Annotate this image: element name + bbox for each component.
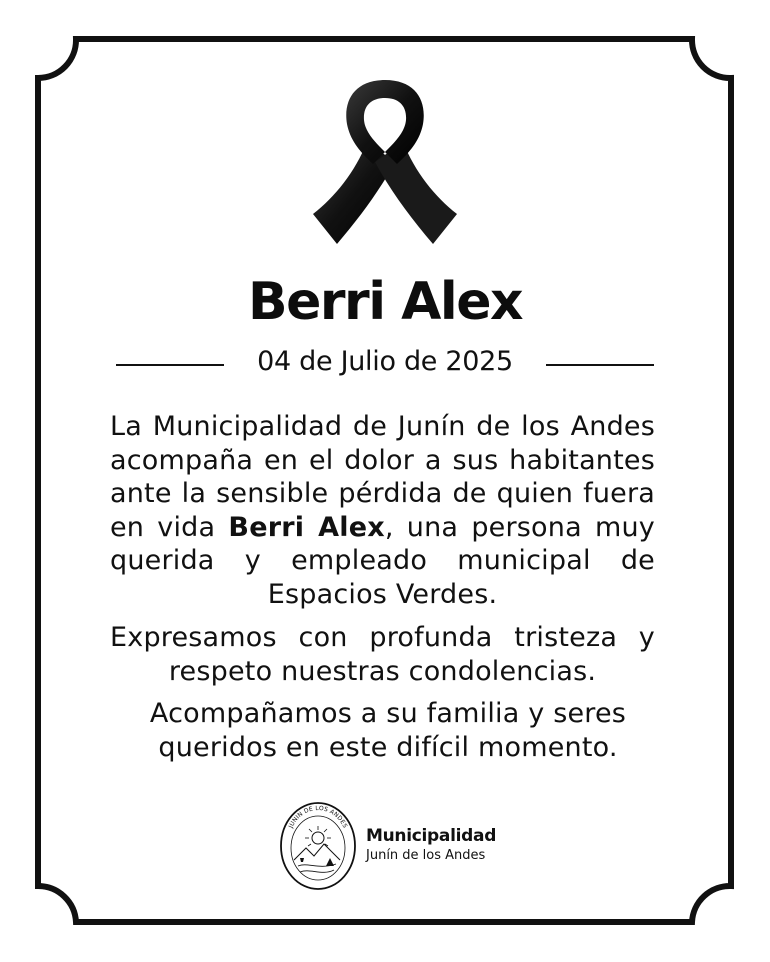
date-row bbox=[0, 342, 770, 386]
org-name: Municipalidad bbox=[366, 826, 497, 846]
message-paragraph-3: Acompañamos a su familia y seres queridos en este difícil momento. bbox=[149, 698, 627, 763]
date-text: 04 de Julio de 2025 bbox=[257, 346, 513, 377]
paragraph-1-bold-name: Berri Alex bbox=[228, 511, 385, 543]
paragraph-1-text-start: La Municipalidad de Junín de los Andes acompaña en el dolor a sus habitantes ante la sensible pérdida de quien fuera en vida bbox=[110, 411, 655, 543]
message-paragraph-1 bbox=[110, 410, 655, 611]
municipal-seal-logo bbox=[278, 800, 358, 892]
paragraph-1-text-end: , una persona muy querida y empleado municipal de Espacios Verdes. bbox=[110, 511, 655, 610]
seal-text: JUNIN DE LOS ANDES bbox=[287, 804, 349, 830]
divider-right bbox=[546, 364, 654, 366]
deceased-name: Berri Alex bbox=[248, 272, 522, 332]
mourning-ribbon-icon bbox=[305, 72, 465, 250]
org-subtitle: Junín de los Andes bbox=[366, 848, 486, 863]
message-paragraph-2: Expresamos con profunda tristeza y respeto nuestras condolencias. bbox=[110, 622, 655, 687]
